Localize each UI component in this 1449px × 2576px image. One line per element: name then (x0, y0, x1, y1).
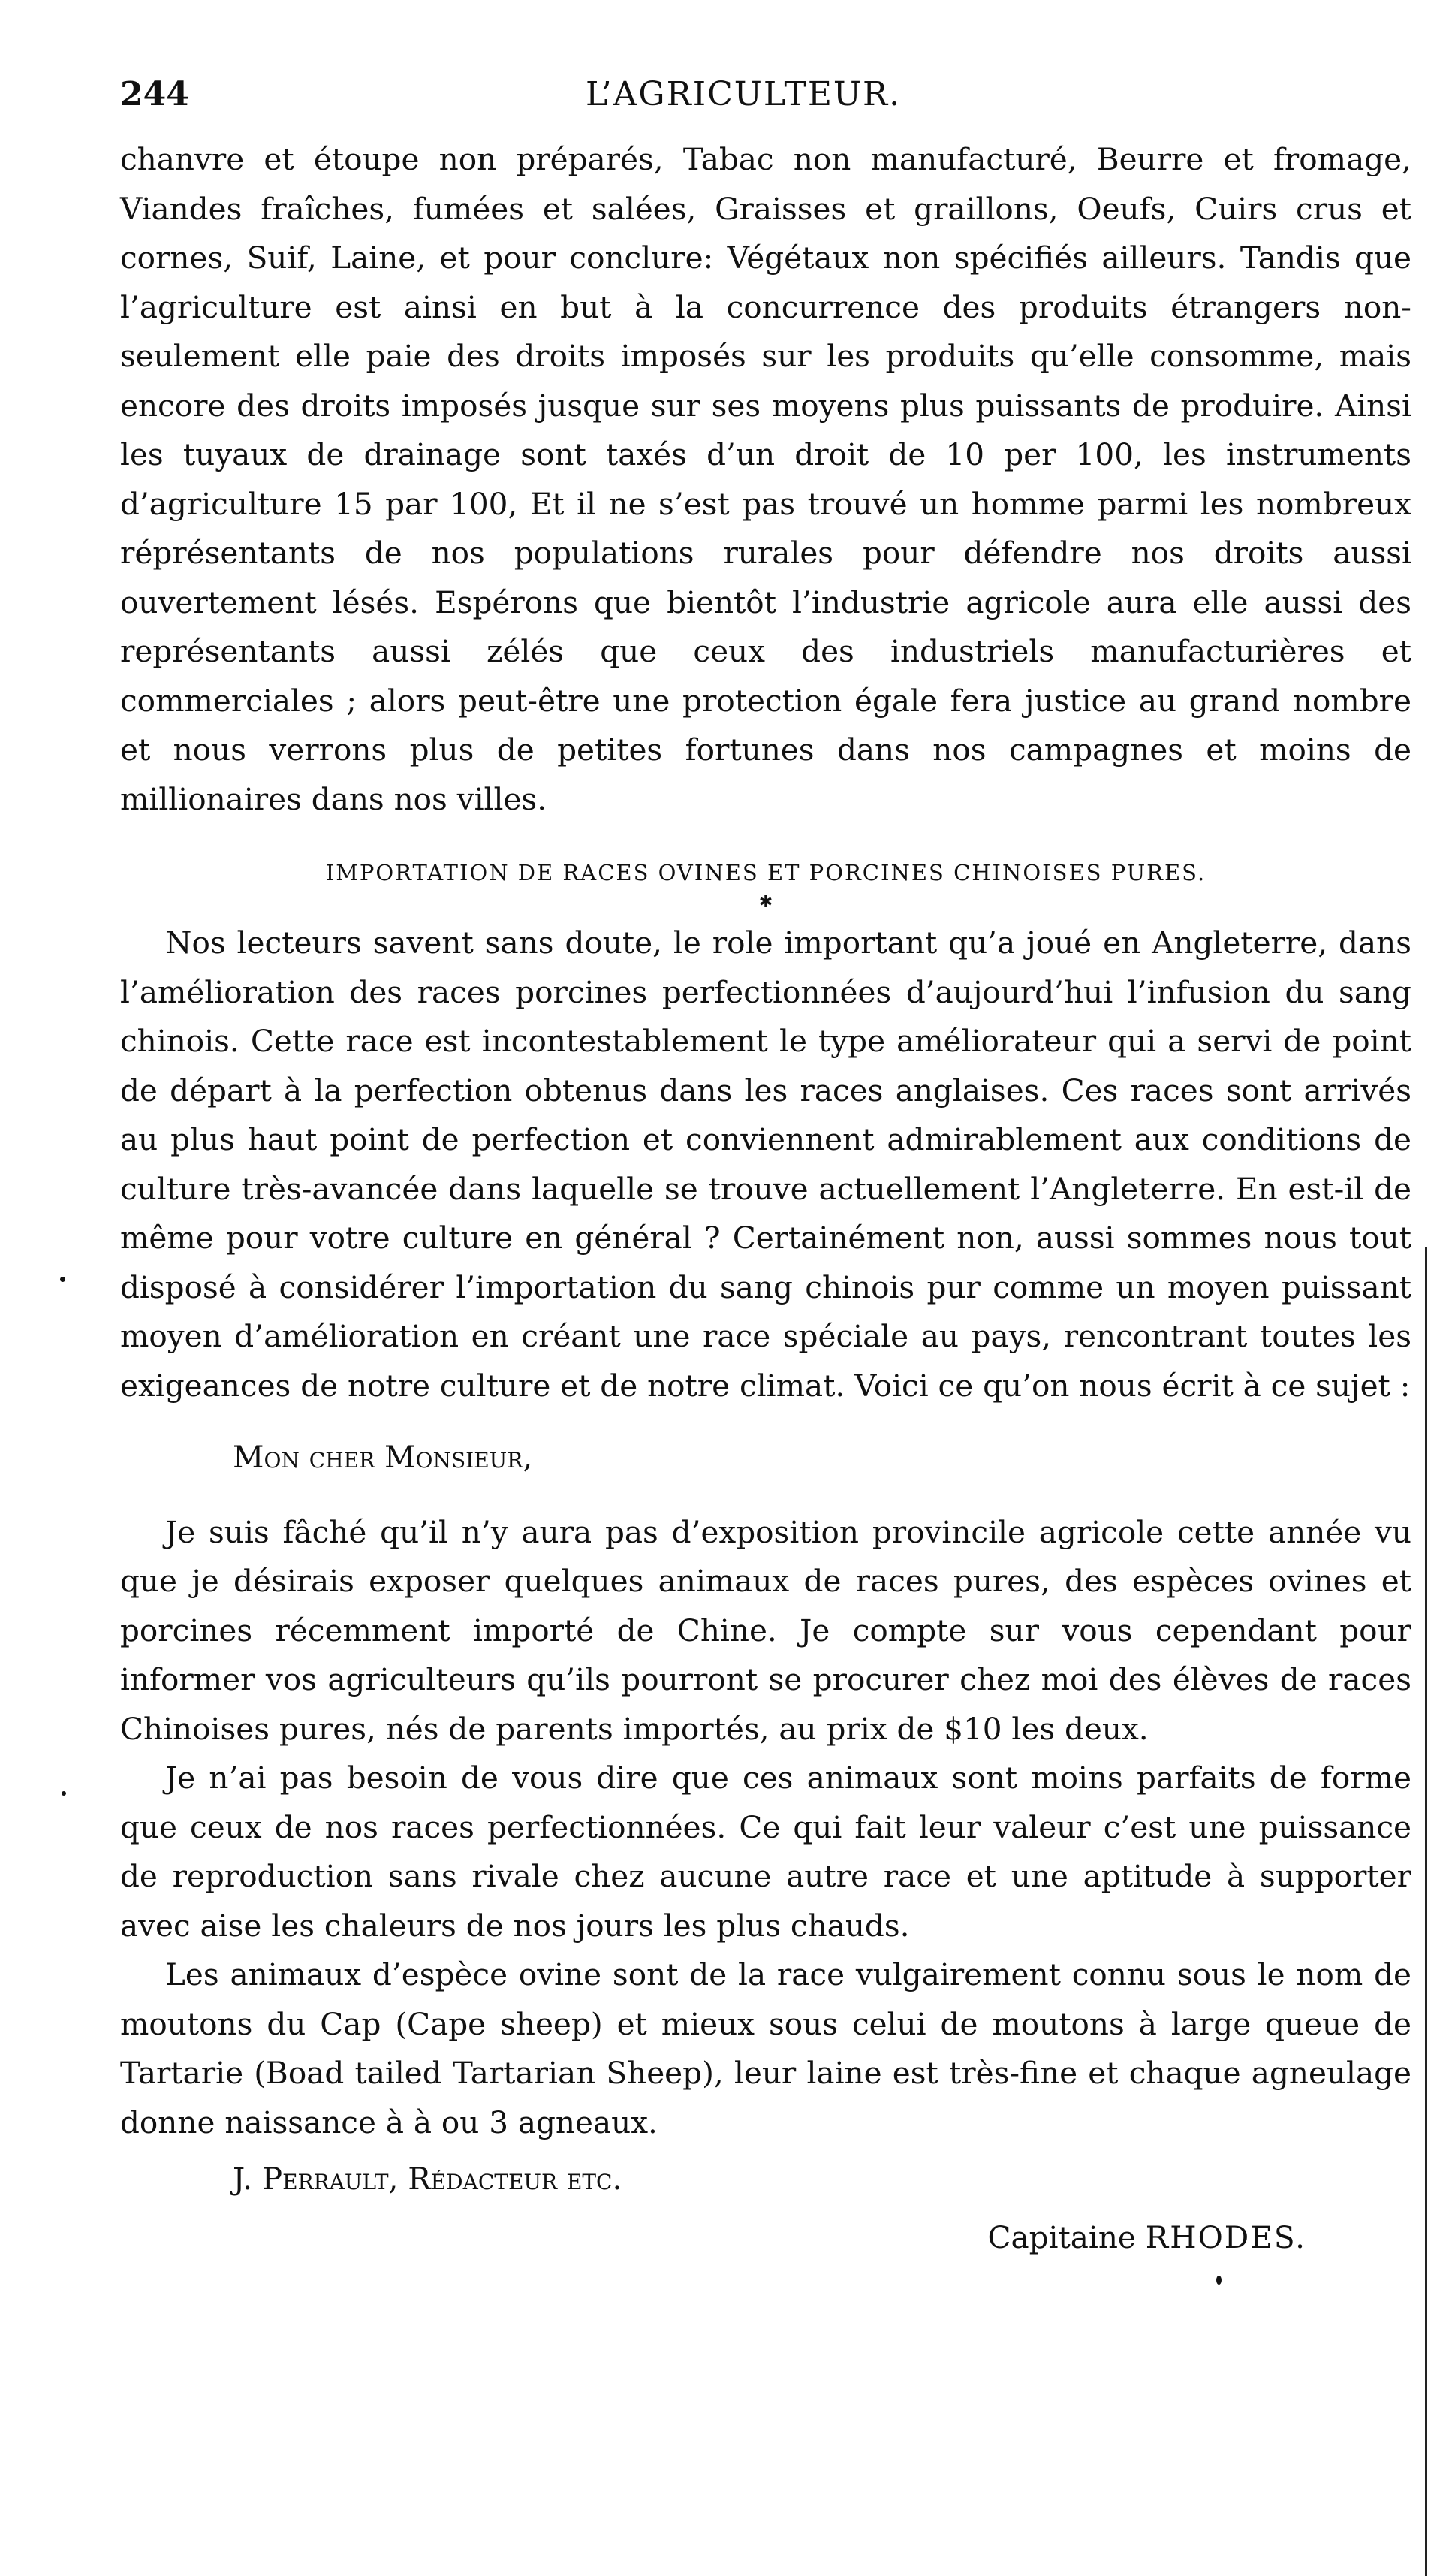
document-page (120, 68, 1411, 2262)
page-number: 244 (120, 75, 189, 113)
print-speck (1216, 2276, 1222, 2285)
page-edge-rule (1425, 1247, 1427, 2576)
letter-salutation: Mon cher Monsieur, (233, 1439, 533, 1475)
letter-signature (120, 2213, 1411, 2263)
running-title: L’AGRICULTEUR. (586, 75, 902, 113)
signature-title: Capitaine (987, 2219, 1136, 2255)
heading-ornament: ✱ (758, 893, 773, 912)
running-head (120, 68, 1411, 135)
letter-closing: J. Perrault, Rédacteur etc. (233, 2161, 622, 2197)
intro-paragraph: chanvre et étoupe non préparés, Tabac non manufacturé, Beurre et fromage, Viandes fraîches, fumées et salées, Graisses et graillons, Oeufs, Cuirs crus et cornes, Suif, Laine, et pour conclure: Végétaux non spécifiés ailleurs. Tandis que l’agriculture est ainsi en but à la concurrence des produits étrangers non-seulement elle paie des droits imposés sur les produits qu’elle consomme, mais encore des droits imposés jusque sur ses moyens plus puissants de produire. Ainsi les tuyaux de drainage sont taxés d’un droit de 10 per 100, les instruments d’agriculture 15 par 100, Et il ne s’est pas trouvé un homme parmi les nombreux réprésentants de nos populations rurales pour défendre nos droits aussi ouvertement lésés. Espérons que bientôt l’industrie agricole aura elle aussi des représentants aussi zélés que ceux des industriels manufacturières et commerciales ; alors peut-être une protection égale fera justice au grand nombre et nous verrons plus de petites fortunes dans nos campagnes et moins de millionaires dans nos villes. (120, 141, 1411, 817)
letter-paragraph-3: Les animaux d’espèce ovine sont de la race vulgairement connu sous le nom de moutons du Cap (Cape sheep) et mieux sous celui de moutons à large queue de Tartarie (Boad tailed Tartarian Sheep), leur laine est très-fine et chaque agneulage donne naissance à à ou 3 agneaux. (120, 1956, 1411, 2140)
letter-paragraph-2: Je n’ai pas besoin de vous dire que ces animaux sont moins parfaits de forme que ceux de nos races perfectionnées. Ce qui fait leur valeur c’est une puissance de reproduction sans rivale chez aucune autre race et une aptitude à supporter avec aise les chaleurs de nos jours les plus chauds. (120, 1760, 1411, 1944)
letter-paragraph-1: Je suis fâché qu’il n’y aura pas d’exposition provincile agricole cette année vu que je désirais exposer quelques animaux de races pures, des espèces ovines et porcines récemment importé de Chine. Je compte sur vous cependant pour informer vos agriculteurs qu’ils pourront se procurer chez moi des élèves de races Chinoises pures, nés de parents importés, au prix de $10 les deux. (120, 1513, 1411, 1747)
signature-name: RHODES. (1145, 2219, 1306, 2255)
section-paragraph: Nos lecteurs savent sans doute, le role important qu’a joué en Angleterre, dans l’amélioration des races porcines perfectionnées d’aujourd’hui l’infusion du sang chinois. Cette race est incontestablement le type améliorateur qui a servi de point de départ à la perfection obtenus dans les races anglaises. Ces races sont arrivés au plus haut point de perfection et conviennent admirablement aux conditions de culture très-avancée dans laquelle se trouve actuellement l’Angleterre. En est-il de même pour votre culture en général ? Certainément non, aussi sommes nous tout disposé à considérer l’importation du sang chinois pur comme un moyen puissant moyen d’amélioration en créant une race spéciale au pays, rencontrant toutes les exigeances de notre culture et de notre climat. Voici ce qu’on nous écrit à ce sujet : (120, 925, 1411, 1404)
print-speck (62, 1791, 66, 1796)
section-heading: IMPORTATION DE RACES OVINES ET PORCINES CHINOISES PURES. (325, 860, 1206, 885)
print-speck (60, 1277, 65, 1282)
